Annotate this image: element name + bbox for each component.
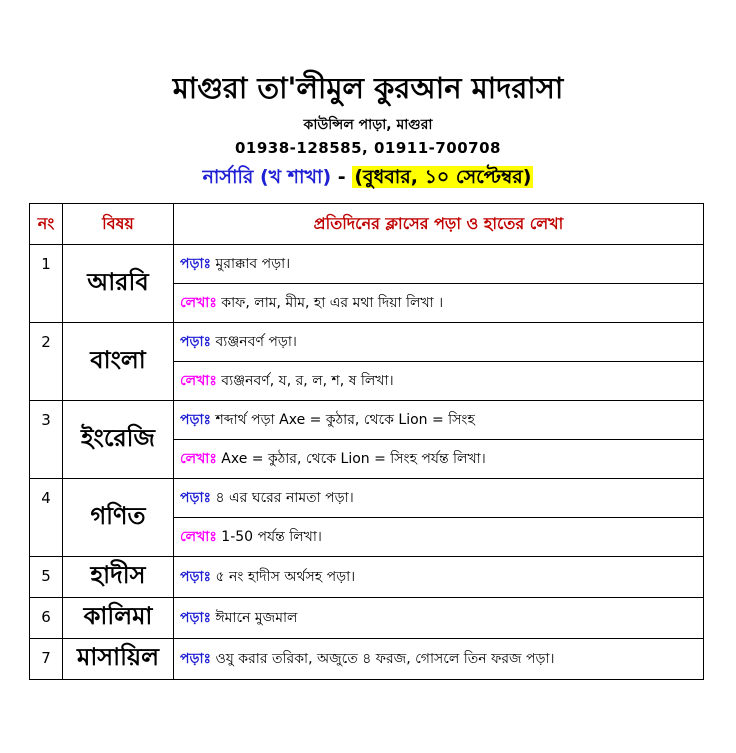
writing-label: লেখাঃ (180, 373, 217, 389)
reading-task (174, 323, 704, 362)
table-row (30, 557, 704, 598)
writing-task (174, 440, 704, 479)
task-text: ব্যঞ্জনবর্ণ পড়া। (215, 334, 297, 350)
reading-label: পড়াঃ (180, 490, 212, 506)
header-no: নং (30, 204, 63, 245)
task-text: Axe = কুঠার, থেকে Lion = সিংহ পর্যন্ত লিখা। (221, 451, 486, 467)
row-number: 2 (30, 323, 63, 401)
task-text: ঈমানে মুজমাল (215, 610, 298, 626)
school-address: কাউন্সিল পাড়া, মাগুরা (303, 117, 433, 133)
writing-task (174, 518, 704, 557)
writing-label: লেখাঃ (180, 295, 217, 311)
row-number: 6 (30, 598, 63, 639)
subject-name: কালিমা (63, 598, 174, 639)
class-heading (0, 163, 736, 195)
task-text: ৫ নং হাদীস অর্থসহ পড়া। (215, 569, 356, 585)
row-number: 1 (30, 245, 63, 323)
task-text: ওযু করার তরিকা, অজুতে ৪ ফরজ, গোসলে তিন ফরজ পড়া। (215, 651, 555, 667)
table-header-row (30, 204, 704, 245)
subject-name: আরবি (63, 245, 174, 323)
reading-label: পড়াঃ (180, 569, 212, 585)
lesson-table (29, 203, 704, 680)
school-title: মাগুরা তা'লীমুল কুরআন মাদরাসা (172, 71, 564, 105)
task-text: ব্যঞ্জনবর্ণ, য, র, ল, শ, ষ লিখা। (221, 373, 394, 389)
table-row (30, 323, 704, 362)
reading-task (174, 245, 704, 284)
reading-task (174, 479, 704, 518)
reading-label: পড়াঃ (180, 651, 212, 667)
row-number: 3 (30, 401, 63, 479)
reading-label: পড়াঃ (180, 610, 212, 626)
reading-label: পড়াঃ (180, 256, 212, 272)
subject-name: হাদীস (63, 557, 174, 598)
header-subject: বিষয় (63, 204, 174, 245)
table-row (30, 598, 704, 639)
writing-task (174, 362, 704, 401)
header-work: প্রতিদিনের ক্লাসের পড়া ও হাতের লেখা (174, 204, 704, 245)
subject-name: গণিত (63, 479, 174, 557)
row-number: 7 (30, 639, 63, 680)
heading-separator: - (331, 166, 353, 188)
reading-label: পড়াঃ (180, 412, 212, 428)
row-number: 4 (30, 479, 63, 557)
table-row (30, 401, 704, 440)
subject-name: বাংলা (63, 323, 174, 401)
reading-task (174, 639, 704, 680)
task-text: কাফ, লাম, মীম, হা এর মথা দিয়া লিখা । (221, 295, 444, 311)
subject-name: ইংরেজি (63, 401, 174, 479)
reading-task (174, 557, 704, 598)
phone-numbers: 01938-128585, 01911-700708 (235, 139, 501, 157)
task-text: মুরাক্কাব পড়া। (215, 256, 291, 272)
table-row (30, 479, 704, 518)
task-text: শব্দার্থ পড়া Axe = কুঠার, থেকে Lion = সিংহ (215, 412, 475, 428)
reading-label: পড়াঃ (180, 334, 212, 350)
task-text: 1-50 পর্যন্ত লিখা। (221, 529, 322, 545)
class-name: নার্সারি (খ শাখা) (202, 166, 332, 188)
subject-name: মাসায়িল (63, 639, 174, 680)
writing-task (174, 284, 704, 323)
day-date: (বুধবার, ১০ সেপ্টেম্বর) (354, 166, 532, 188)
reading-task (174, 598, 704, 639)
writing-label: লেখাঃ (180, 451, 217, 467)
table-row (30, 639, 704, 680)
writing-label: লেখাঃ (180, 529, 217, 545)
reading-task (174, 401, 704, 440)
task-text: ৪ এর ঘরের নামতা পড়া। (215, 490, 354, 506)
table-row (30, 245, 704, 284)
row-number: 5 (30, 557, 63, 598)
